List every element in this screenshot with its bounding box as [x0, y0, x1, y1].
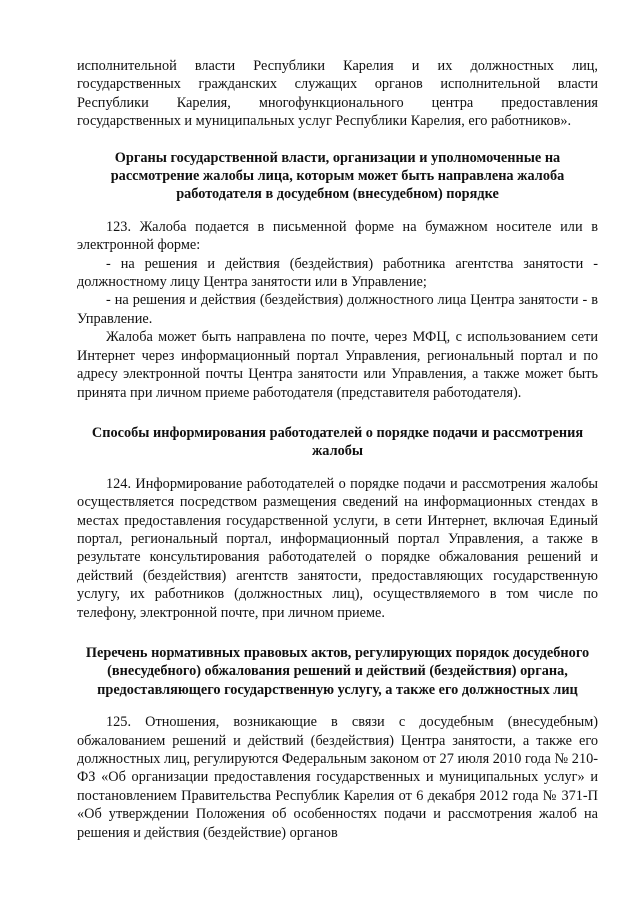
- section-heading-legal-acts: Перечень нормативных правовых актов, регулирующих порядок досудебного (внесудебного) обжалования решений и действий (бездействия) органа, предоставляющего государственную услугу, а также его должностных лиц: [85, 644, 590, 698]
- intro-paragraph: исполнительной власти Республики Карелия и их должностных лиц, государственных гражданских служащих органов исполнительной власти Республики Карелия, многофункционального центра предоставления государственных и муниципальных услуг Республики Карелия, его работников».: [77, 58, 598, 130]
- section-heading-informing-methods: Способы информирования работодателей о порядке подачи и рассмотрения жалобы: [91, 424, 584, 460]
- paragraph-124: 124. Информирование работодателей о порядке подачи и рассмотрения жалобы осуществляется посредством размещения сведений на информационных стендах в местах предоставления государственной услуги, в сети Интернет, включая Единый портал, региональный портал, информационный портал Управления, а также в результате консультирования работодателей о порядке обжалования решений и действий (бездействия) агентств занятости, предоставляющих государственную услугу, их работников (должностных лиц), осуществляемого в том числе по телефону, электронной почте, при личном приеме.: [77, 475, 598, 621]
- paragraph-123: 123. Жалоба подается в письменной форме на бумажном носителе или в электронной форме:: [77, 218, 598, 254]
- section-body-informing-methods: [77, 475, 598, 622]
- section-heading-complaint-bodies: Органы государственной власти, организации и уполномоченные на рассмотрение жалобы лица, которым может быть направлена жалоба работодателя в досудебном (внесудебном) порядке: [110, 149, 565, 203]
- list-item-center-official: - на решения и действия (бездействия) должностного лица Центра занятости - в Управление.: [77, 292, 598, 327]
- paragraph-125: 125. Отношения, возникающие в связи с досудебным (внесудебным) обжалованием решений и действий (бездействия) Центра занятости, а также его должностных лиц, регулируются Федеральным законом от 27 июля 2010 года № 210-ФЗ «Об организации предоставления государственных и муниципальных услуг» и постановлением Правительства Республик Карелия от 6 декабря 2012 года № 371-П «Об утверждении Положения об особенностях подачи и рассмотрения жалоб на решения и действия (бездействие) органов: [77, 714, 598, 841]
- section-body-legal-acts: [77, 713, 598, 842]
- section-body-complaint-bodies: [77, 218, 598, 402]
- list-item-agency-worker: - на решения и действия (бездействия) работника агентства занятости - должностному лицу Центра занятости или в Управление;: [77, 255, 598, 291]
- paragraph-submission-channels: Жалоба может быть направлена по почте, через МФЦ, с использованием сети Интернет через информационный портал Управления, региональный портал и по адресу электронной почты Центра занятости или Управления, а также может быть принята при личном приеме работодателя (представителя работодателя).: [77, 329, 598, 401]
